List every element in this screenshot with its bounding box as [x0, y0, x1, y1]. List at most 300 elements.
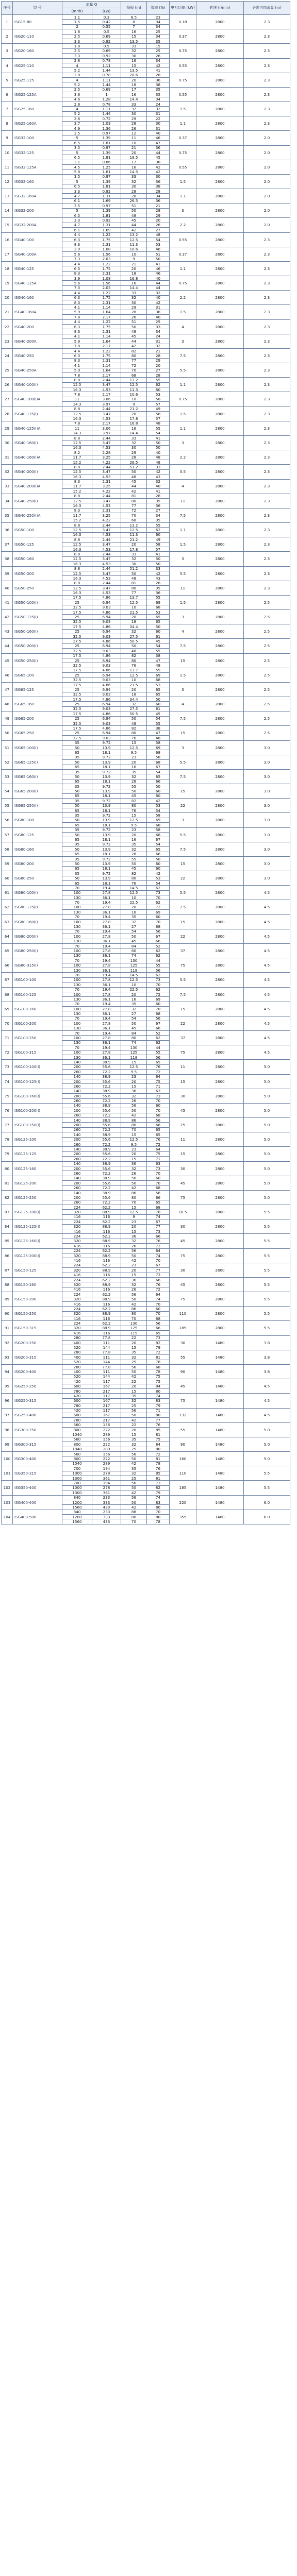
- cell-model: ISG32-160: [13, 174, 62, 189]
- cell-power: 15: [170, 784, 196, 799]
- cell-head: 15: [121, 1432, 147, 1437]
- cell-npsh: 2.3: [244, 58, 290, 73]
- cell-head: 56: [121, 1481, 147, 1485]
- cell-power: 22: [170, 1016, 196, 1030]
- cell-head: 76: [121, 663, 147, 668]
- table-row: [2, 1045, 290, 1050]
- cell-eff: 65: [147, 847, 170, 852]
- cell-flow-m3h: 2.8: [62, 102, 92, 107]
- cell-eff: 68: [147, 605, 170, 609]
- cell-flow-ls: 4.53: [92, 445, 121, 450]
- cell-eff: 21: [147, 348, 170, 353]
- cell-flow-ls: 27.8: [92, 963, 121, 968]
- cell-speed: 2800: [196, 827, 244, 842]
- cell-speed: 2800: [196, 218, 244, 232]
- cell-flow-ls: 3.06: [92, 426, 121, 431]
- table-row: [2, 1190, 290, 1195]
- cell-flow-m3h: 12.5: [62, 469, 92, 474]
- cell-flow-ls: 13.9: [92, 803, 121, 808]
- cell-no: 58: [2, 842, 13, 856]
- cell-npsh: 5.0: [244, 1132, 290, 1147]
- cell-flow-m3h: 140: [62, 1190, 92, 1195]
- cell-npsh: 2.3: [244, 44, 290, 58]
- cell-head: 10: [121, 895, 147, 900]
- cell-eff: 65: [147, 692, 170, 697]
- cell-flow-ls: 55.6: [92, 1151, 121, 1156]
- cell-speed: 2800: [196, 523, 244, 537]
- cell-speed: 2800: [196, 1248, 244, 1263]
- cell-eff: 58: [147, 740, 170, 745]
- cell-model: ISG25-160: [13, 102, 62, 116]
- cell-flow-ls: 27.8: [92, 948, 121, 953]
- cell-npsh: 5.5: [244, 1248, 290, 1263]
- cell-npsh: 2.3: [244, 406, 290, 421]
- cell-npsh: 2.3: [244, 566, 290, 581]
- cell-flow-m3h: 3.3: [62, 218, 92, 223]
- cell-npsh: 4.5: [244, 1016, 290, 1030]
- cell-power: 5.5: [170, 465, 196, 479]
- cell-flow-m3h: 5.2: [62, 68, 92, 73]
- cell-flow-ls: 36.1: [92, 1040, 121, 1045]
- cell-eff: 50: [147, 624, 170, 629]
- cell-head: 33: [121, 44, 147, 48]
- cell-flow-ls: 9.72: [92, 784, 121, 789]
- cell-eff: 41: [147, 552, 170, 556]
- cell-head: 35: [121, 1394, 147, 1398]
- cell-model: ISG100-125: [13, 987, 62, 1002]
- cell-flow-ls: 13.9: [92, 876, 121, 880]
- cell-flow-ls: 27.8: [92, 977, 121, 982]
- cell-flow-m3h: 8.3: [62, 300, 92, 305]
- col-no: 序号: [2, 2, 13, 15]
- cell-eff: 73: [147, 1166, 170, 1171]
- cell-head: 50: [121, 1181, 147, 1185]
- cell-flow-ls: 156: [92, 1452, 121, 1456]
- cell-eff: 76: [147, 1422, 170, 1427]
- cell-eff: 62: [147, 973, 170, 977]
- cell-flow-m3h: 4.9: [62, 126, 92, 130]
- cell-eff: 58: [147, 542, 170, 547]
- cell-speed: 2800: [196, 145, 244, 160]
- cell-eff: 42: [147, 469, 170, 474]
- cell-flow-ls: 4.86: [92, 595, 121, 600]
- cell-eff: 65: [147, 687, 170, 692]
- cell-head: 44: [121, 339, 147, 344]
- cell-eff: 75: [147, 1151, 170, 1156]
- cell-eff: 22: [147, 116, 170, 121]
- cell-flow-ls: 1.69: [92, 228, 121, 232]
- cell-flow-m3h: 3.5: [62, 131, 92, 135]
- cell-model: ISG40-125: [13, 261, 62, 276]
- cell-eff: 65: [147, 619, 170, 624]
- cell-no: 93: [2, 1350, 13, 1364]
- table-row: [2, 537, 290, 542]
- cell-flow-ls: 36.1: [92, 910, 121, 914]
- cell-flow-m3h: 100: [62, 977, 92, 982]
- cell-flow-ls: 6.94: [92, 687, 121, 692]
- cell-head: 76: [121, 736, 147, 740]
- cell-head: 50: [121, 716, 147, 721]
- cell-head: 12.5: [121, 745, 147, 750]
- cell-speed: 2800: [196, 232, 244, 247]
- cell-flow-ls: 13.9: [92, 847, 121, 852]
- cell-model: ISG40-100(I)A: [13, 392, 62, 406]
- cell-model: ISG40-200: [13, 319, 62, 334]
- cell-npsh: 6.0: [244, 1510, 290, 1524]
- cell-flow-m3h: 8.8: [62, 378, 92, 382]
- cell-flow-m3h: 224: [62, 1292, 92, 1297]
- table-row: [2, 305, 290, 310]
- cell-head: 16: [121, 29, 147, 34]
- cell-head: 20: [121, 615, 147, 619]
- cell-no: 36: [2, 523, 13, 537]
- cell-power: 90: [170, 1437, 196, 1451]
- cell-npsh: 4.5: [244, 987, 290, 1002]
- cell-flow-ls: 167: [92, 1398, 121, 1403]
- table-row: [2, 1176, 290, 1180]
- cell-flow-ls: 2.03: [92, 257, 121, 261]
- cell-head: 29: [121, 450, 147, 455]
- cell-npsh: 2.3: [244, 465, 290, 479]
- cell-head: 125: [121, 1050, 147, 1055]
- table-row: [2, 610, 290, 615]
- cell-flow-ls: 117: [92, 1394, 121, 1398]
- table-row: [2, 595, 290, 600]
- table-row: [2, 566, 290, 571]
- cell-eff: 60: [147, 1176, 170, 1180]
- cell-flow-ls: 19.4: [92, 987, 121, 992]
- cell-npsh: 4.5: [244, 1002, 290, 1016]
- cell-flow-m3h: 100: [62, 1021, 92, 1026]
- cell-speed: 2800: [196, 1321, 244, 1335]
- cell-eff: 55: [147, 649, 170, 653]
- cell-eff: 28: [147, 73, 170, 77]
- cell-npsh: 2.3: [244, 378, 290, 392]
- cell-flow-m3h: 4.4: [62, 232, 92, 237]
- cell-no: 27: [2, 392, 13, 406]
- cell-npsh: 3.0: [244, 842, 290, 856]
- cell-eff: 53: [147, 803, 170, 808]
- cell-flow-ls: 4.86: [92, 610, 121, 615]
- cell-eff: 36: [147, 145, 170, 150]
- cell-head: 50: [121, 1108, 147, 1113]
- cell-npsh: 2.0: [244, 189, 290, 204]
- cell-flow-ls: 167: [92, 1413, 121, 1417]
- cell-eff: 76: [147, 1466, 170, 1471]
- cell-flow-ls: 144: [92, 1360, 121, 1364]
- cell-flow-ls: 13.9: [92, 833, 121, 837]
- cell-flow-m3h: 4: [62, 107, 92, 111]
- cell-flow-m3h: 8.8: [62, 406, 92, 411]
- cell-power: 0.18: [170, 15, 196, 29]
- cell-eff: 42: [147, 571, 170, 575]
- cell-head: 18: [121, 619, 147, 624]
- table-row: [2, 1335, 290, 1340]
- cell-flow-m3h: 50: [62, 760, 92, 765]
- cell-head: 16.8: [121, 276, 147, 281]
- cell-no: 1: [2, 15, 13, 29]
- cell-flow-ls: 111: [92, 1355, 121, 1360]
- cell-npsh: 3.0: [244, 871, 290, 886]
- cell-speed: 2800: [196, 856, 244, 871]
- cell-head: 28: [121, 779, 147, 784]
- cell-flow-ls: 4.86: [92, 726, 121, 731]
- cell-head: 28: [121, 121, 147, 126]
- cell-flow-m3h: 260: [62, 1098, 92, 1103]
- cell-flow-ls: 433: [92, 1505, 121, 1510]
- cell-flow-ls: 0.5: [92, 29, 121, 34]
- cell-flow-m3h: 416: [62, 1316, 92, 1321]
- cell-flow-ls: 333: [92, 1515, 121, 1519]
- cell-head: 20: [121, 1428, 147, 1432]
- cell-eff: 48: [147, 421, 170, 426]
- cell-flow-m3h: 7.8: [62, 344, 92, 348]
- cell-flow-ls: 4.53: [92, 547, 121, 551]
- cell-no: 24: [2, 348, 13, 363]
- cell-head: 23: [121, 827, 147, 832]
- cell-flow-ls: 2.44: [92, 435, 121, 440]
- table-row: [2, 73, 290, 77]
- cell-speed: 2800: [196, 73, 244, 87]
- cell-no: 98: [2, 1422, 13, 1437]
- cell-flow-m3h: 17.5: [62, 639, 92, 643]
- table-row: [2, 827, 290, 832]
- cell-flow-ls: 18.1: [92, 779, 121, 784]
- cell-speed: 1480: [196, 1408, 244, 1422]
- cell-head: 30: [121, 562, 147, 566]
- cell-eff: 60: [147, 629, 170, 634]
- cell-flow-m3h: 520: [62, 1374, 92, 1379]
- cell-flow-ls: 1.22: [92, 261, 121, 266]
- cell-eff: 53: [147, 682, 170, 687]
- cell-eff: 74: [147, 1495, 170, 1500]
- cell-flow-ls: 1.64: [92, 368, 121, 372]
- cell-flow-m3h: 32.5: [62, 706, 92, 711]
- cell-head: 16: [121, 92, 147, 97]
- cell-model: ISG80-315(I): [13, 958, 62, 973]
- cell-head: 27.5: [121, 706, 147, 711]
- cell-flow-ls: 27.8: [92, 905, 121, 909]
- cell-speed: 2800: [196, 1132, 244, 1147]
- cell-eff: 28: [147, 189, 170, 194]
- cell-no: 30: [2, 435, 13, 450]
- cell-flow-m3h: 65: [62, 837, 92, 842]
- cell-head: 80: [121, 876, 147, 880]
- table-row: [2, 1132, 290, 1137]
- cell-head: 80: [121, 353, 147, 358]
- cell-head: 15: [121, 813, 147, 818]
- cell-eff: 62: [147, 886, 170, 890]
- cell-head: 84: [121, 1031, 147, 1036]
- cell-flow-m3h: 32.5: [62, 605, 92, 609]
- cell-speed: 2800: [196, 465, 244, 479]
- cell-flow-ls: 38.9: [92, 1103, 121, 1108]
- cell-flow-m3h: 50: [62, 847, 92, 852]
- cell-eff: 32: [147, 107, 170, 111]
- cell-head: 13.2: [121, 232, 147, 237]
- cell-eff: 62: [147, 382, 170, 387]
- cell-flow-m3h: 4.7: [62, 194, 92, 198]
- cell-power: 75: [170, 1118, 196, 1132]
- cell-flow-ls: 9.72: [92, 799, 121, 803]
- cell-eff: 34: [147, 20, 170, 24]
- cell-head: 35: [121, 914, 147, 919]
- cell-speed: 2800: [196, 1031, 244, 1045]
- cell-flow-ls: 433: [92, 1519, 121, 1524]
- cell-speed: 2800: [196, 784, 244, 799]
- cell-power: 1.5: [170, 305, 196, 319]
- cell-flow-m3h: 16.3: [62, 503, 92, 508]
- cell-flow-ls: 194: [92, 1481, 121, 1485]
- cell-eff: 36: [147, 179, 170, 184]
- cell-no: 55: [2, 799, 13, 813]
- cell-head: 15: [121, 740, 147, 745]
- cell-flow-ls: 278: [92, 1471, 121, 1476]
- cell-flow-ls: 27.8: [92, 992, 121, 996]
- cell-head: 86: [121, 1190, 147, 1195]
- table-row: [2, 102, 290, 107]
- cell-power: 4: [170, 624, 196, 639]
- cell-flow-ls: 62.2: [92, 1248, 121, 1253]
- cell-eff: 36: [147, 590, 170, 595]
- cell-flow-ls: 3.47: [92, 440, 121, 445]
- cell-eff: 70: [147, 1098, 170, 1103]
- cell-flow-m3h: 25: [62, 615, 92, 619]
- cell-flow-m3h: 70: [62, 958, 92, 963]
- cell-npsh: 2.3: [244, 537, 290, 552]
- cell-head: 72: [121, 508, 147, 513]
- cell-eff: 62: [147, 1036, 170, 1040]
- cell-head: 86: [121, 1118, 147, 1123]
- cell-head: 80: [121, 948, 147, 953]
- cell-flow-ls: 19.4: [92, 900, 121, 905]
- cell-flow-ls: 13.9: [92, 861, 121, 866]
- cell-flow-ls: 1.11: [92, 78, 121, 82]
- cell-flow-m3h: 130: [62, 953, 92, 958]
- pump-performance-table: [1, 1, 290, 1524]
- cell-head: 130: [121, 1045, 147, 1050]
- cell-npsh: 6.0: [244, 1495, 290, 1510]
- cell-flow-m3h: 35: [62, 827, 92, 832]
- cell-flow-ls: 2.44: [92, 465, 121, 469]
- cell-flow-ls: 0.92: [92, 39, 121, 43]
- cell-flow-m3h: 50: [62, 876, 92, 880]
- cell-flow-ls: 3.47: [92, 586, 121, 590]
- cell-power: 3: [170, 682, 196, 697]
- cell-head: 45: [121, 866, 147, 871]
- cell-npsh: 3.8: [244, 1364, 290, 1379]
- cell-flow-ls: 55.6: [92, 1108, 121, 1113]
- cell-power: 75: [170, 1394, 196, 1408]
- cell-flow-ls: 1.56: [92, 252, 121, 257]
- cell-head: 11.3: [121, 242, 147, 247]
- cell-flow-m3h: 320: [62, 1239, 92, 1243]
- cell-no: 13: [2, 189, 13, 204]
- cell-head: 54: [121, 929, 147, 934]
- cell-flow-m3h: 2.5: [62, 87, 92, 92]
- cell-flow-m3h: 1040: [62, 1461, 92, 1466]
- cell-model: ISG40-100: [13, 232, 62, 247]
- cell-npsh: 2.3: [244, 479, 290, 494]
- cell-head: 15: [121, 1229, 147, 1234]
- table-row: [2, 406, 290, 411]
- cell-speed: 2800: [196, 189, 244, 204]
- cell-model: ISG300-315: [13, 1437, 62, 1451]
- cell-npsh: 5.5: [244, 1234, 290, 1248]
- table-row: [2, 523, 290, 528]
- cell-flow-m3h: 35: [62, 813, 92, 818]
- cell-power: 30: [170, 1089, 196, 1103]
- cell-no: 25: [2, 363, 13, 378]
- cell-head: 23: [121, 1074, 147, 1079]
- cell-flow-m3h: 65: [62, 779, 92, 784]
- cell-flow-m3h: 3.3: [62, 54, 92, 58]
- cell-flow-m3h: 840: [62, 1510, 92, 1514]
- cell-head: 8.5: [121, 15, 147, 20]
- cell-no: 50: [2, 726, 13, 740]
- cell-flow-m3h: 200: [62, 1166, 92, 1171]
- cell-no: 62: [2, 900, 13, 914]
- cell-npsh: 2.3: [244, 494, 290, 508]
- cell-head: 32: [121, 774, 147, 779]
- cell-head: 20: [121, 833, 147, 837]
- cell-eff: 44: [147, 281, 170, 285]
- cell-npsh: 2.5: [244, 653, 290, 668]
- cell-flow-ls: 111: [92, 1369, 121, 1374]
- cell-model: ISG65-250: [13, 726, 62, 740]
- cell-flow-m3h: 100: [62, 1007, 92, 1011]
- cell-flow-m3h: 4.6: [62, 97, 92, 101]
- cell-flow-m3h: 4: [62, 63, 92, 67]
- cell-no: 16: [2, 232, 13, 247]
- cell-head: 48: [121, 721, 147, 726]
- cell-eff: 34: [147, 513, 170, 518]
- cell-flow-ls: 0.42: [92, 20, 121, 24]
- cell-power: 30: [170, 1263, 196, 1277]
- table-row: [2, 987, 290, 992]
- cell-npsh: 2.3: [244, 232, 290, 247]
- cell-head: 20: [121, 412, 147, 416]
- table-row: [2, 319, 290, 324]
- cell-eff: 60: [147, 387, 170, 392]
- cell-flow-m3h: 5.9: [62, 310, 92, 314]
- cell-flow-m3h: 8.8: [62, 581, 92, 585]
- cell-head: 42: [121, 344, 147, 348]
- cell-flow-m3h: 2.8: [62, 73, 92, 77]
- cell-head: 50: [121, 1413, 147, 1417]
- cell-eff: 57: [147, 547, 170, 551]
- cell-flow-m3h: 3.9: [62, 276, 92, 281]
- table-row: [2, 711, 290, 716]
- cell-flow-ls: 2.31: [92, 508, 121, 513]
- cell-npsh: 3.0: [244, 813, 290, 827]
- table-row: [2, 842, 290, 846]
- cell-power: 110: [170, 1466, 196, 1481]
- cell-flow-m3h: 130: [62, 1040, 92, 1045]
- cell-model: ISG40-160A: [13, 305, 62, 319]
- cell-head: 45: [121, 1026, 147, 1030]
- cell-speed: 2800: [196, 1016, 244, 1030]
- cell-flow-m3h: 6.3: [62, 325, 92, 329]
- cell-model: ISG50-100(I): [13, 595, 62, 609]
- cell-model: ISG200-400: [13, 1364, 62, 1379]
- cell-flow-ls: 1.31: [92, 223, 121, 227]
- cell-flow-m3h: 65: [62, 852, 92, 856]
- cell-speed: 2800: [196, 1234, 244, 1248]
- cell-flow-ls: 217: [92, 1403, 121, 1408]
- cell-eff: 73: [147, 890, 170, 895]
- cell-flow-m3h: 224: [62, 1321, 92, 1326]
